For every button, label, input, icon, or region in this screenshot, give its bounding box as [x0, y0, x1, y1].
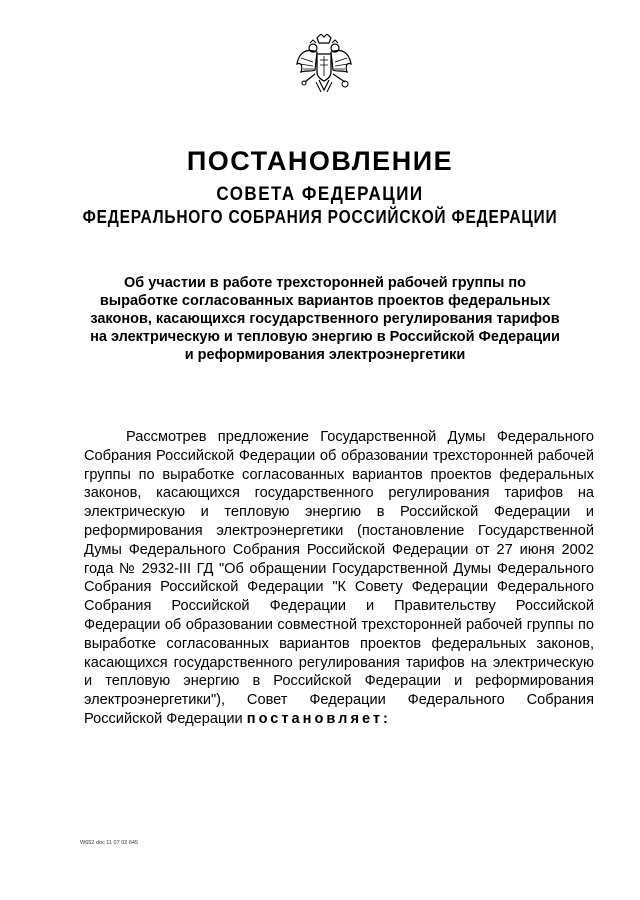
issuer-line-1: СОВЕТА ФЕДЕРАЦИИ	[216, 182, 424, 205]
body-paragraph	[84, 428, 594, 729]
issuer-line-2: ФЕДЕРАЛЬНОГО СОБРАНИЯ РОССИЙСКОЙ ФЕДЕРАЦИИ	[82, 207, 558, 228]
russian-coat-of-arms-icon	[295, 34, 353, 100]
document-subject: Об участии в работе трехсторонней рабочей группы по выработке согласованных вариантов проектов федеральных законов, касающихся государственного регулирования тарифов на электрическую и тепловую энергию в Российской Федерации и реформирования электроэнергетики	[90, 275, 560, 363]
resolves-word: постановляет:	[246, 710, 391, 727]
file-reference: W652 doc 11 07 02 645	[80, 840, 138, 846]
document-title: ПОСТАНОВЛЕНИЕ	[186, 146, 454, 176]
body-text: Рассмотрев предложение Государственной Думы Федерального Собрания Российской Федерации об образовании трехсторонней рабочей группы по выработке согласованных вариантов проектов федеральных законов, касающихся государственного регулирования тарифов на электрическую и тепловую энергию в Российской Федерации и реформирования электроэнергетики (постановление Государственной Думы Федерального Собрания Российской Федерации от 27 июня 2002 года № 2932-III ГД "Об обращении Государственной Думы Федерального Собрания Российской Федерации "К Совету Федерации Федерального Собрания Российской Федерации и Правительству Российской Федерации об образовании совместной трехсторонней рабочей группы по выработке согласованных вариантов проектов федеральных законов, касающихся государственного регулирования тарифов на электрическую и тепловую энергию в Российской Федерации и реформирования электроэнергетики"), Совет Федерации Федерального Собрания Российской Федерации	[84, 429, 594, 727]
